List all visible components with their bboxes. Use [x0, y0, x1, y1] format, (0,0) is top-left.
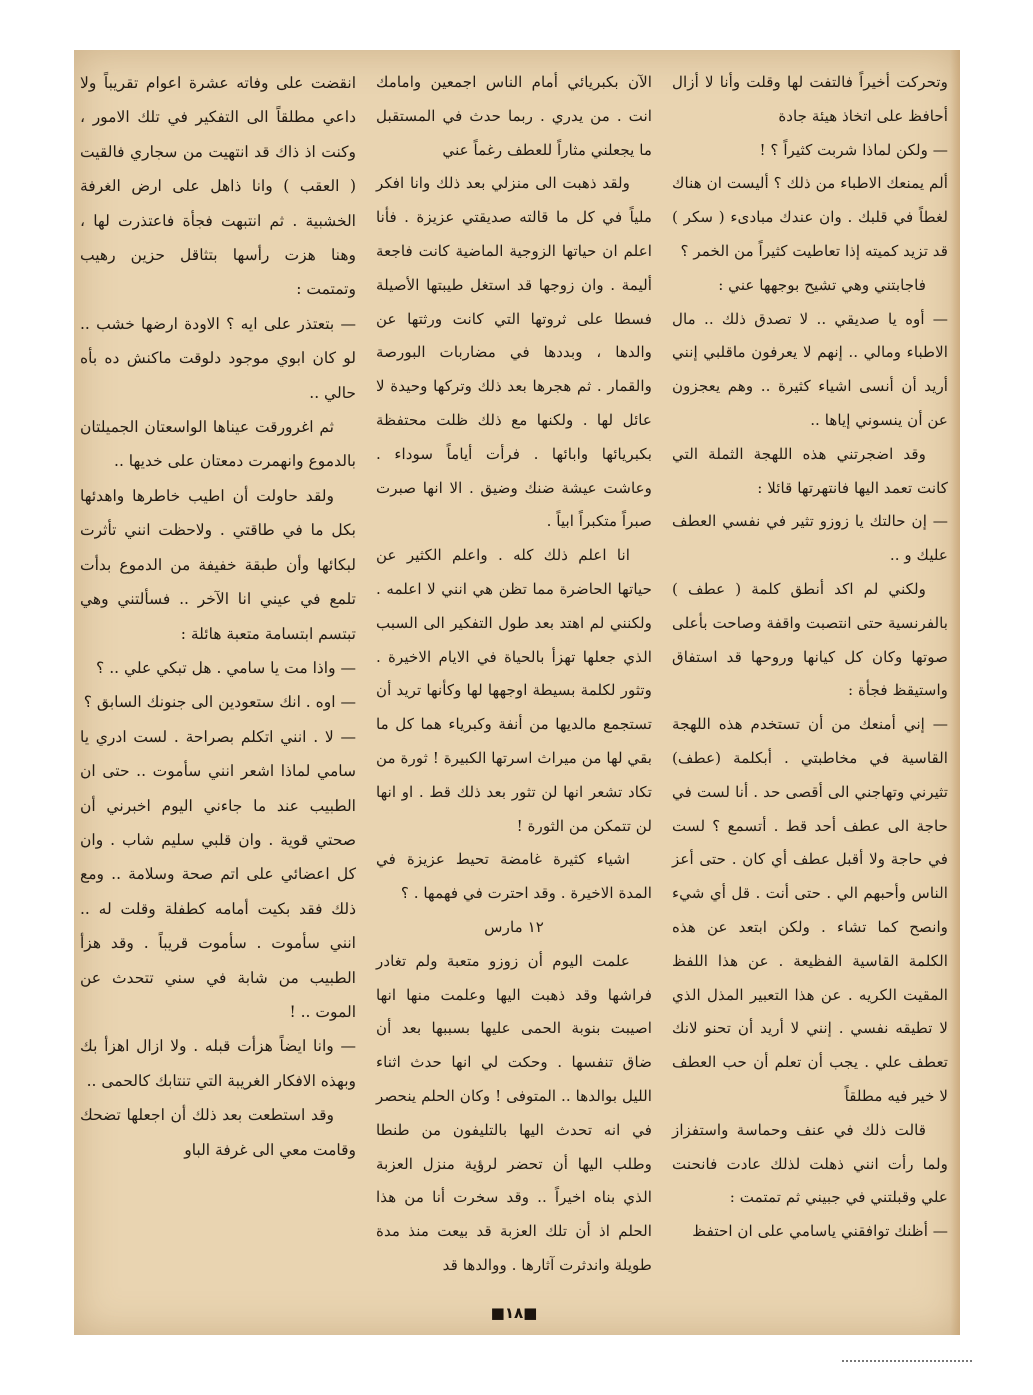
paragraph: ولقد حاولت أن اطيب خاطرها واهدئها بكل ما في طاقتي . ولاحظت انني تأثرت لبكائها وأن طبقة خفيفة من الدموع بدأت تلمع في عيني انا الآخر .. فسألتني وهي تبتسم ابتسامة متعبة هائلة : [80, 486, 356, 643]
paragraph: وقد استطعت بعد ذلك أن اجعلها تضحك وقامت معي الى غرفة الباو [80, 1106, 356, 1159]
paragraph: ولقد ذهبت الى منزلي بعد ذلك وانا افكر ملياً في كل ما قالته صديقتي عزيزة . فأنا اعلم ان حياتها الزوجية الماضية كانت فاجعة أليمة . وان زوجها قد استغل طيبتها الأصيلة فسطا على ثروتها التي كانت ورثتها عن والدها ، وبددها في مضاربات البورصة والقمار . ثم هجرها بعد ذلك وتركها وحيدة لا عائل لها . ولكنها مع ذلك ظلت محتفظة بكبريائها وابائها . فرأت أياماً سوداء . وعاشت عيشة ضنك وضيق . الا انها صبرت صبراً متكبراً ابياً . [376, 174, 652, 531]
dialogue-line: — اوه . انك ستعودين الى جنونك السابق ؟ [83, 693, 356, 712]
paragraph: انا اعلم ذلك كله . واعلم الكثير عن حياتها الحاضرة مما تظن هي انني لا اعلمه . ولكنني لم اهتد بعد طول التفكير الى السبب الذي جعلها تهزأ بالحياة في الايام الاخيرة . وتثور لكلمة بسيطة اوجهها لها وكأنها تريد أن تستجمع مالديها من أنفة وكبرياء هما كل ما بقي لها من ميراث اسرتها الكبيرة ! ثورة من تكاد تشعر انها لن تثور بعد ذلك قط . او انها لن تتمكن من الثورة ! [376, 546, 652, 835]
text-column-left [80, 66, 356, 1167]
paragraph: ولكني لم اكد أنطق كلمة ( عطف ) بالفرنسية حتى انتصبت واقفة وصاحت بأعلى صوتها وكان كل كيانها وروحها قد استفاق واستيقظ فجأة : [672, 579, 948, 700]
dialogue-line: — وانا ايضاً هزأت قبله . ولا ازال اهزأ بك وبهذه الافكار الغريبة التي تنتابك كالحمى .. [80, 1037, 356, 1090]
diary-date: ١٢ مارس [484, 917, 544, 936]
paragraph: قالت ذلك في عنف وحماسة واستفزاز ولما رأت انني ذهلت لذلك عادت فانحنت علي وقبلتني في جبيني ثم تمتمت : [672, 1120, 948, 1207]
paragraph: الآن بكبريائي أمام الناس اجمعين وامامك انت . من يدري . ربما حدث في المستقبل ما يجعلني مثاراً للعطف رغماً عني [376, 73, 652, 159]
paragraph: فاجابتني وهي تشيح بوجهها عني : [718, 275, 926, 294]
dialogue-line: — إني أمنعك من أن تستخدم هذه اللهجة القاسية في مخاطبتي . أبكلمة (عطف) تثيرني وتهاجني الى أقصى حد . أنا لست في حاجة الى عطف أحد قط . أتسمع ؟ لست في حاجة ولا أقبل عطف أي كان . حتى أعز الناس وأحبهم الي . حتى أنت . قل أي شيء وانصح كما تشاء . ولكن ابتعد عن هذه الكلمة القاسية الفظيعة . عن هذا اللفظ المقيت الكريه . عن هذا التعبير المذل الذي لا تطيقه نفسي . إنني لا أريد أن تحنو لانك تعطف علي . يجب أن تعلم أن حب العطف لا خير فيه مطلقاً [672, 715, 948, 1105]
dialogue-line: — ولكن لماذا شربت كثيراً ؟ ! [759, 140, 948, 159]
scan-artifact [842, 1360, 972, 1364]
paragraph: وقد اضجرتني هذه اللهجة الثملة التي كانت تعمد اليها فانتهرتها قائلا : [672, 444, 948, 497]
paragraph: ألم يمنعك الاطباء من ذلك ؟ أليست ان هناك لغطاً في قلبك . وان عندك مبادىء ( سكر ) قد تزيد كميته إذا تعاطيت كثيراً من الخمر ؟ [672, 174, 948, 260]
page-number: ■١٨■ [490, 1304, 538, 1322]
magazine-page [74, 50, 960, 1335]
dialogue-line: — أوه يا صديقي .. لا تصدق ذلك .. مال الاطباء ومالي .. إنهم لا يعرفون ماقلبي إنني أريد أن أنسى اشياء كثيرة .. وهم يعجزون عن أن ينسوني إياها .. [672, 309, 948, 429]
text-column-middle [376, 66, 652, 1283]
paragraph: علمت اليوم أن زوزو متعبة ولم تغادر فراشها وقد ذهبت اليها وعلمت منها انها اصيبت بنوبة الحمى عليها بسببها بعد أن ضاق تنفسها . وحكت لي انها حدث اثناء الليل بوالدها .. المتوفى ! وكان الحلم ينحصر في انه تحدث اليها بالتليفون من طنطا وطلب اليها أن تحضر لرؤية منزل العزبة الذي بناه اخيراً .. وقد سخرت أنا من هذا الحلم اذ أن تلك العزبة قد بيعت منذ مدة طويلة واندثرت آثارها . ووالدها قد [376, 951, 652, 1274]
dialogue-line: — واذا مت يا سامي . هل تبكي علي .. ؟ [96, 658, 356, 677]
paragraph: اشياء كثيرة غامضة تحيط عزيزة في المدة الاخيرة . وقد احترت في فهمها . ؟ [376, 850, 652, 903]
dialogue-line: — إن حالتك يا زوزو تثير في نفسي العطف عليك و .. [672, 512, 948, 565]
dialogue-line: — بتعتذر على ايه ؟ الاودة ارضها خشب .. لو كان ابوي موجود دلوقت ماكنش ده بأه حالي .. [80, 314, 356, 402]
text-column-right [672, 66, 948, 1249]
dialogue-line: — لا . انني اتكلم بصراحة . لست ادري يا سامي لماذا اشعر انني سأموت .. حتى ان الطبيب عند ما جاءني اليوم اخبرني أن صحتي قوية . وان قلبي سليم شاب . وان كل اعضائي على اتم صحة وسلامة .. ومع ذلك فقد بكيت أمامه كطفلة وقلت له .. انني سأموت . سأموت قريباً . وقد هزأ الطبيب من شابة في سني تتحدث عن الموت .. ! [80, 727, 356, 1021]
paragraph: انقضت على وفاته عشرة اعوام تقريباً ولا داعي مطلقاً الى التفكير في تلك الامور ، وكنت اذ ذاك قد انتهيت من سجاري فالقيت ( العقب ) وانا ذاهل على ارض الغرفة الخشبية . ثم انتبهت فجأة فاعتذرت لها ، وهنا هزت رأسها بتثاقل حزين رهيب وتمتمت : [80, 74, 356, 299]
paragraph: ثم اغرورقت عيناها الواسعتان الجميلتان بالدموع وانهمرت دمعتان على خديها .. [80, 418, 356, 471]
dialogue-line: — أظنك توافقني ياسامي على ان احتفظ [692, 1222, 948, 1241]
paragraph: وتحركت أخيراً فالتفت لها وقلت وأنا لا أزال أحافظ على اتخاذ هيئة جادة [672, 73, 948, 125]
